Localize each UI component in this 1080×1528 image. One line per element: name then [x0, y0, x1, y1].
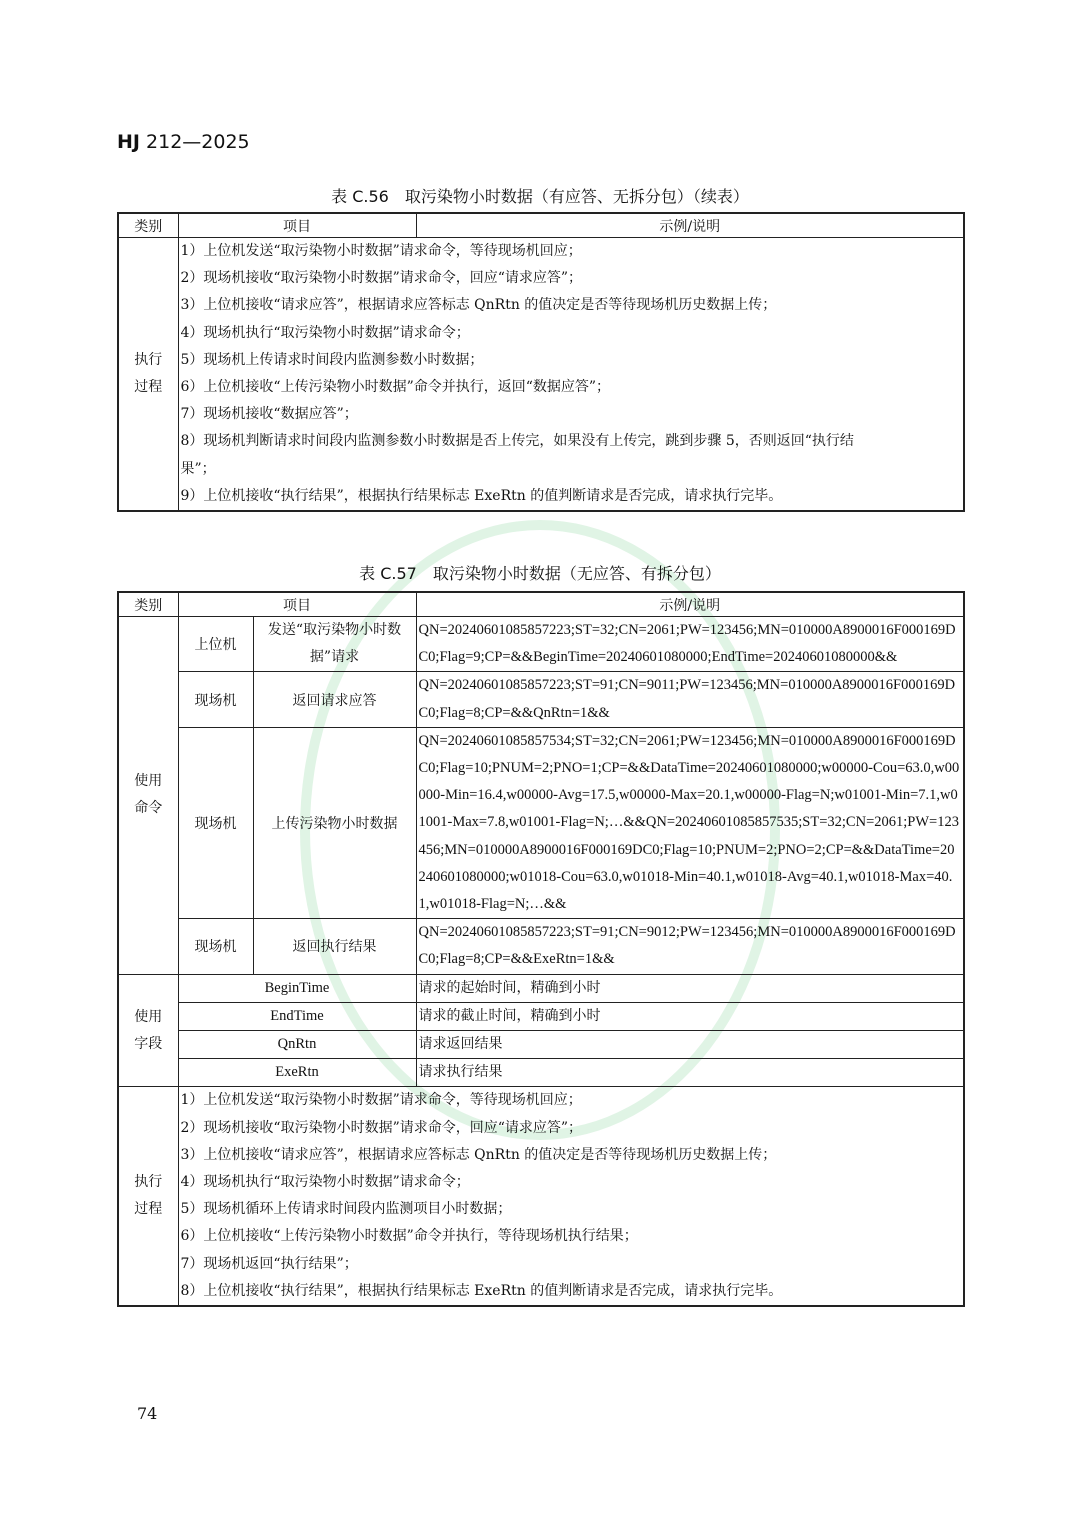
step: 4）现场机执行“取污染物小时数据”请求命令； — [180, 324, 470, 341]
field-desc: 请求返回结果 — [416, 1031, 964, 1059]
field-row — [118, 1002, 964, 1030]
header-item: 项目 — [178, 592, 416, 617]
step: 6）上位机接收“上传污染物小时数据”命令并执行，返回“数据应答”； — [180, 378, 611, 395]
table-c57 — [117, 591, 965, 1307]
step: 2）现场机接收“取污染物小时数据”请求命令，回应“请求应答”； — [180, 270, 583, 287]
step: 1）上位机发送“取污染物小时数据”请求命令，等待现场机回应； — [180, 1092, 582, 1109]
header-item: 项目 — [178, 213, 416, 238]
field-name: QnRtn — [178, 1031, 416, 1059]
command-row — [118, 617, 964, 672]
step: 4）现场机执行“取污染物小时数据”请求命令； — [180, 1174, 470, 1191]
field-desc: 请求的起始时间，精确到小时 — [416, 974, 964, 1002]
step: 7）现场机接收“数据应答”； — [180, 406, 358, 423]
command-row — [118, 672, 964, 727]
command-example: QN=20240601085857223;ST=32;CN=2061;PW=123456;MN=010000A8900016F000169DC0;Flag=9;CP=&&BeginTime=20240601080000;EndTime=20240601080000&& — [416, 617, 964, 672]
category-use-command: 使用 命令 — [118, 617, 178, 975]
document-code: HJ 212—2025 — [117, 131, 250, 153]
command-role: 上位机 — [178, 617, 253, 672]
command-row — [118, 919, 964, 974]
command-item: 返回请求应答 — [253, 672, 416, 727]
exec-steps — [178, 238, 964, 511]
table-header-row — [118, 213, 964, 238]
field-row — [118, 1031, 964, 1059]
command-item: 上传污染物小时数据 — [253, 727, 416, 918]
category-exec-process: 执行 过程 — [118, 238, 178, 511]
header-category: 类别 — [118, 213, 178, 238]
field-desc: 请求的截止时间，精确到小时 — [416, 1002, 964, 1030]
exec-steps — [178, 1087, 964, 1306]
step: 5）现场机循环上传请求时间段内监测项目小时数据； — [180, 1201, 512, 1218]
step: 果”； — [180, 460, 216, 477]
exec-process-row — [118, 1087, 964, 1306]
page-number: 74 — [137, 1404, 158, 1423]
command-example: QN=20240601085857223;ST=91;CN=9012;PW=123456;MN=010000A8900016F000169DC0;Flag=8;CP=&&ExeRtn=1&& — [416, 919, 964, 974]
field-name: BeginTime — [178, 974, 416, 1002]
step: 7）现场机返回“执行结果”； — [180, 1255, 358, 1272]
command-example: QN=20240601085857534;ST=32;CN=2061;PW=123456;MN=010000A8900016F000169DC0;Flag=10;PNUM=2;PNO=1;CP=&&DataTime=20240601080000;w00000-Cou=63.0,w00000-Min=16.4,w00000-Avg=17.5,w00000-Max=20.1,w00000-Flag=N;w01001-Min=7.1,w01001-Max=7.8,w01001-Flag=N;…&&QN=20240601085857535;ST=32;CN=2061;PW=123456;MN=010000A8900016F000169DC0;Flag=10;PNUM=2;PNO=2;CP=&&DataTime=20240601080000;w01018-Cou=63.0,w01018-Min=40.1,w01018-Avg=40.1,w01018-Max=40.1,w01018-Flag=N;…&& — [416, 727, 964, 918]
category-exec-process: 执行 过程 — [118, 1087, 178, 1306]
command-example: QN=20240601085857223;ST=91;CN=9011;PW=123456;MN=010000A8900016F000169DC0;Flag=8;CP=&&QnRtn=1&& — [416, 672, 964, 727]
field-row — [118, 1059, 964, 1087]
command-role: 现场机 — [178, 919, 253, 974]
step: 3）上位机接收“请求应答”，根据请求应答标志 QnRtn 的值决定是否等待现场机历史数据上传； — [180, 297, 777, 314]
step: 9）上位机接收“执行结果”，根据执行结果标志 ExeRtn 的值判断请求是否完成，请求执行完毕。 — [180, 487, 783, 504]
command-role: 现场机 — [178, 727, 253, 918]
field-desc: 请求执行结果 — [416, 1059, 964, 1087]
command-row — [118, 727, 964, 918]
table-c57-caption: 表 C.57 取污染物小时数据（无应答、有拆分包） — [359, 564, 721, 583]
field-row — [118, 974, 964, 1002]
table-c56 — [117, 212, 965, 512]
header-example: 示例/说明 — [416, 592, 964, 617]
step: 8）现场机判断请求时间段内监测参数小时数据是否上传完，如果没有上传完，跳到步骤 5，否则返回“执行结 — [180, 433, 854, 450]
step: 2）现场机接收“取污染物小时数据”请求命令，回应“请求应答”； — [180, 1119, 583, 1136]
category-use-fields: 使用 字段 — [118, 974, 178, 1087]
header-category: 类别 — [118, 592, 178, 617]
table-header-row — [118, 592, 964, 617]
field-name: EndTime — [178, 1002, 416, 1030]
command-item: 发送“取污染物小时数据”请求 — [253, 617, 416, 672]
step: 8）上位机接收“执行结果”，根据执行结果标志 ExeRtn 的值判断请求是否完成，请求执行完毕。 — [180, 1282, 783, 1299]
step: 5）现场机上传请求时间段内监测参数小时数据； — [180, 351, 484, 368]
step: 6）上位机接收“上传污染物小时数据”命令并执行，等待现场机执行结果； — [180, 1228, 638, 1245]
header-example: 示例/说明 — [416, 213, 964, 238]
table-c56-caption: 表 C.56 取污染物小时数据（有应答、无拆分包）（续表） — [331, 187, 749, 206]
field-name: ExeRtn — [178, 1059, 416, 1087]
exec-process-row — [118, 238, 964, 511]
command-item: 返回执行结果 — [253, 919, 416, 974]
command-role: 现场机 — [178, 672, 253, 727]
step: 1）上位机发送“取污染物小时数据”请求命令，等待现场机回应； — [180, 243, 582, 259]
step: 3）上位机接收“请求应答”，根据请求应答标志 QnRtn 的值决定是否等待现场机历史数据上传； — [180, 1146, 777, 1163]
